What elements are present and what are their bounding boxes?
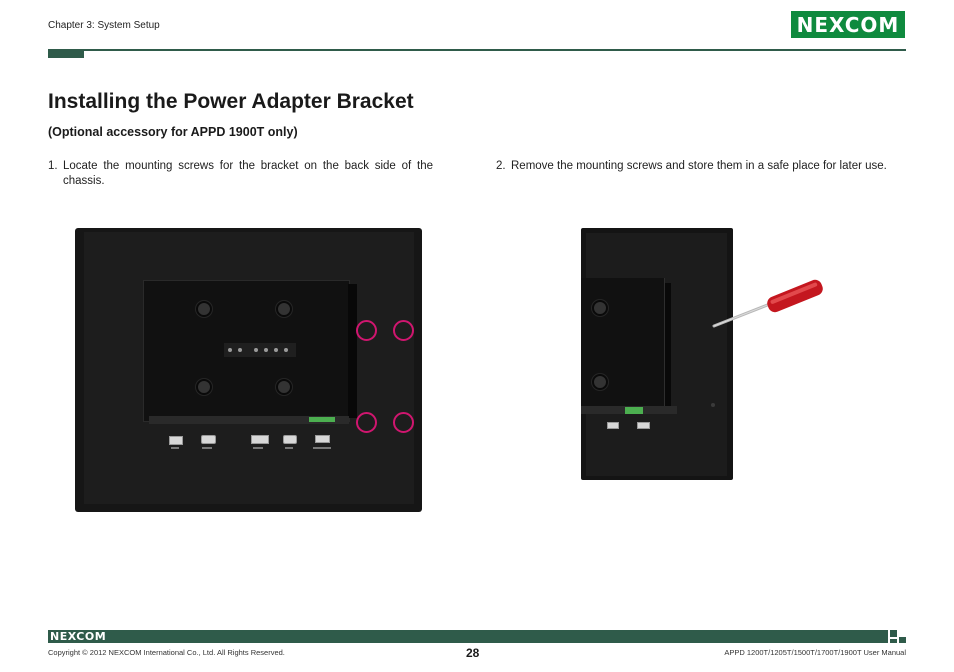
screw-icon	[276, 379, 292, 395]
footer-square-icon	[890, 639, 897, 643]
page-number: 28	[466, 646, 480, 660]
led-icon	[264, 348, 268, 352]
screw-icon	[196, 301, 212, 317]
step-1	[48, 159, 433, 189]
screw-hole-icon	[711, 403, 715, 407]
port-label-mark	[285, 447, 293, 449]
led-indicator-strip	[224, 343, 296, 357]
port-label-mark	[253, 447, 263, 449]
port-label-mark	[202, 447, 212, 449]
led-icon	[274, 348, 278, 352]
header-tab-marker	[48, 49, 84, 58]
footer-logo: NEXCOM	[50, 630, 107, 643]
vga-port-icon	[283, 435, 297, 444]
led-icon	[238, 348, 242, 352]
dvi-port-icon	[251, 435, 269, 444]
manual-title: APPD 1200T/1205T/1500T/1700T/1900T User Manual	[724, 648, 906, 657]
copyright-text: Copyright © 2012 NEXCOM International Co., Ltd. All Rights Reserved.	[48, 648, 285, 657]
usb-port-icon	[169, 436, 183, 445]
mounting-screw-marker	[393, 412, 414, 433]
header-divider	[48, 49, 906, 51]
mounting-screw-marker	[393, 320, 414, 341]
footer-square-icon	[890, 630, 897, 637]
page-subtitle: (Optional accessory for APPD 1900T only)	[48, 125, 298, 139]
bracket-edge	[665, 283, 671, 408]
bracket-edge	[348, 284, 357, 418]
screw-icon	[592, 300, 608, 316]
footer-bar	[48, 630, 888, 643]
screwdriver-icon	[700, 270, 830, 340]
port-label-mark	[313, 447, 331, 449]
serial-port-icon	[201, 435, 216, 444]
screw-removal-photo	[581, 228, 733, 480]
step-number: 2.	[496, 160, 506, 172]
screw-icon	[592, 374, 608, 390]
port-label-mark	[171, 447, 179, 449]
led-icon	[228, 348, 232, 352]
chapter-label: Chapter 3: System Setup	[48, 20, 160, 31]
led-icon	[254, 348, 258, 352]
rear-bracket	[143, 280, 350, 422]
step-text: Locate the mounting screws for the bracket on the back side of the chassis.	[63, 160, 433, 187]
step-2	[496, 159, 896, 174]
terminal-block-icon	[625, 407, 643, 414]
dc-in-port-icon	[637, 422, 650, 429]
io-port-strip	[149, 416, 349, 424]
mounting-screw-marker	[356, 412, 377, 433]
usb-port-icon	[607, 422, 619, 429]
terminal-block-icon	[309, 417, 335, 422]
step-number: 1.	[48, 160, 58, 172]
io-port-strip	[581, 406, 677, 414]
led-icon	[284, 348, 288, 352]
dc-in-port-icon	[315, 435, 330, 443]
footer-square-icon	[899, 637, 906, 643]
rear-bracket	[581, 278, 665, 409]
nexcom-logo	[791, 11, 905, 38]
logo-text: NEXCOM	[796, 12, 900, 37]
chassis-back-photo	[75, 228, 422, 512]
page-title: Installing the Power Adapter Bracket	[48, 90, 414, 113]
step-text: Remove the mounting screws and store them in a safe place for later use.	[511, 160, 887, 172]
mounting-screw-marker	[356, 320, 377, 341]
screw-icon	[196, 379, 212, 395]
screw-icon	[276, 301, 292, 317]
